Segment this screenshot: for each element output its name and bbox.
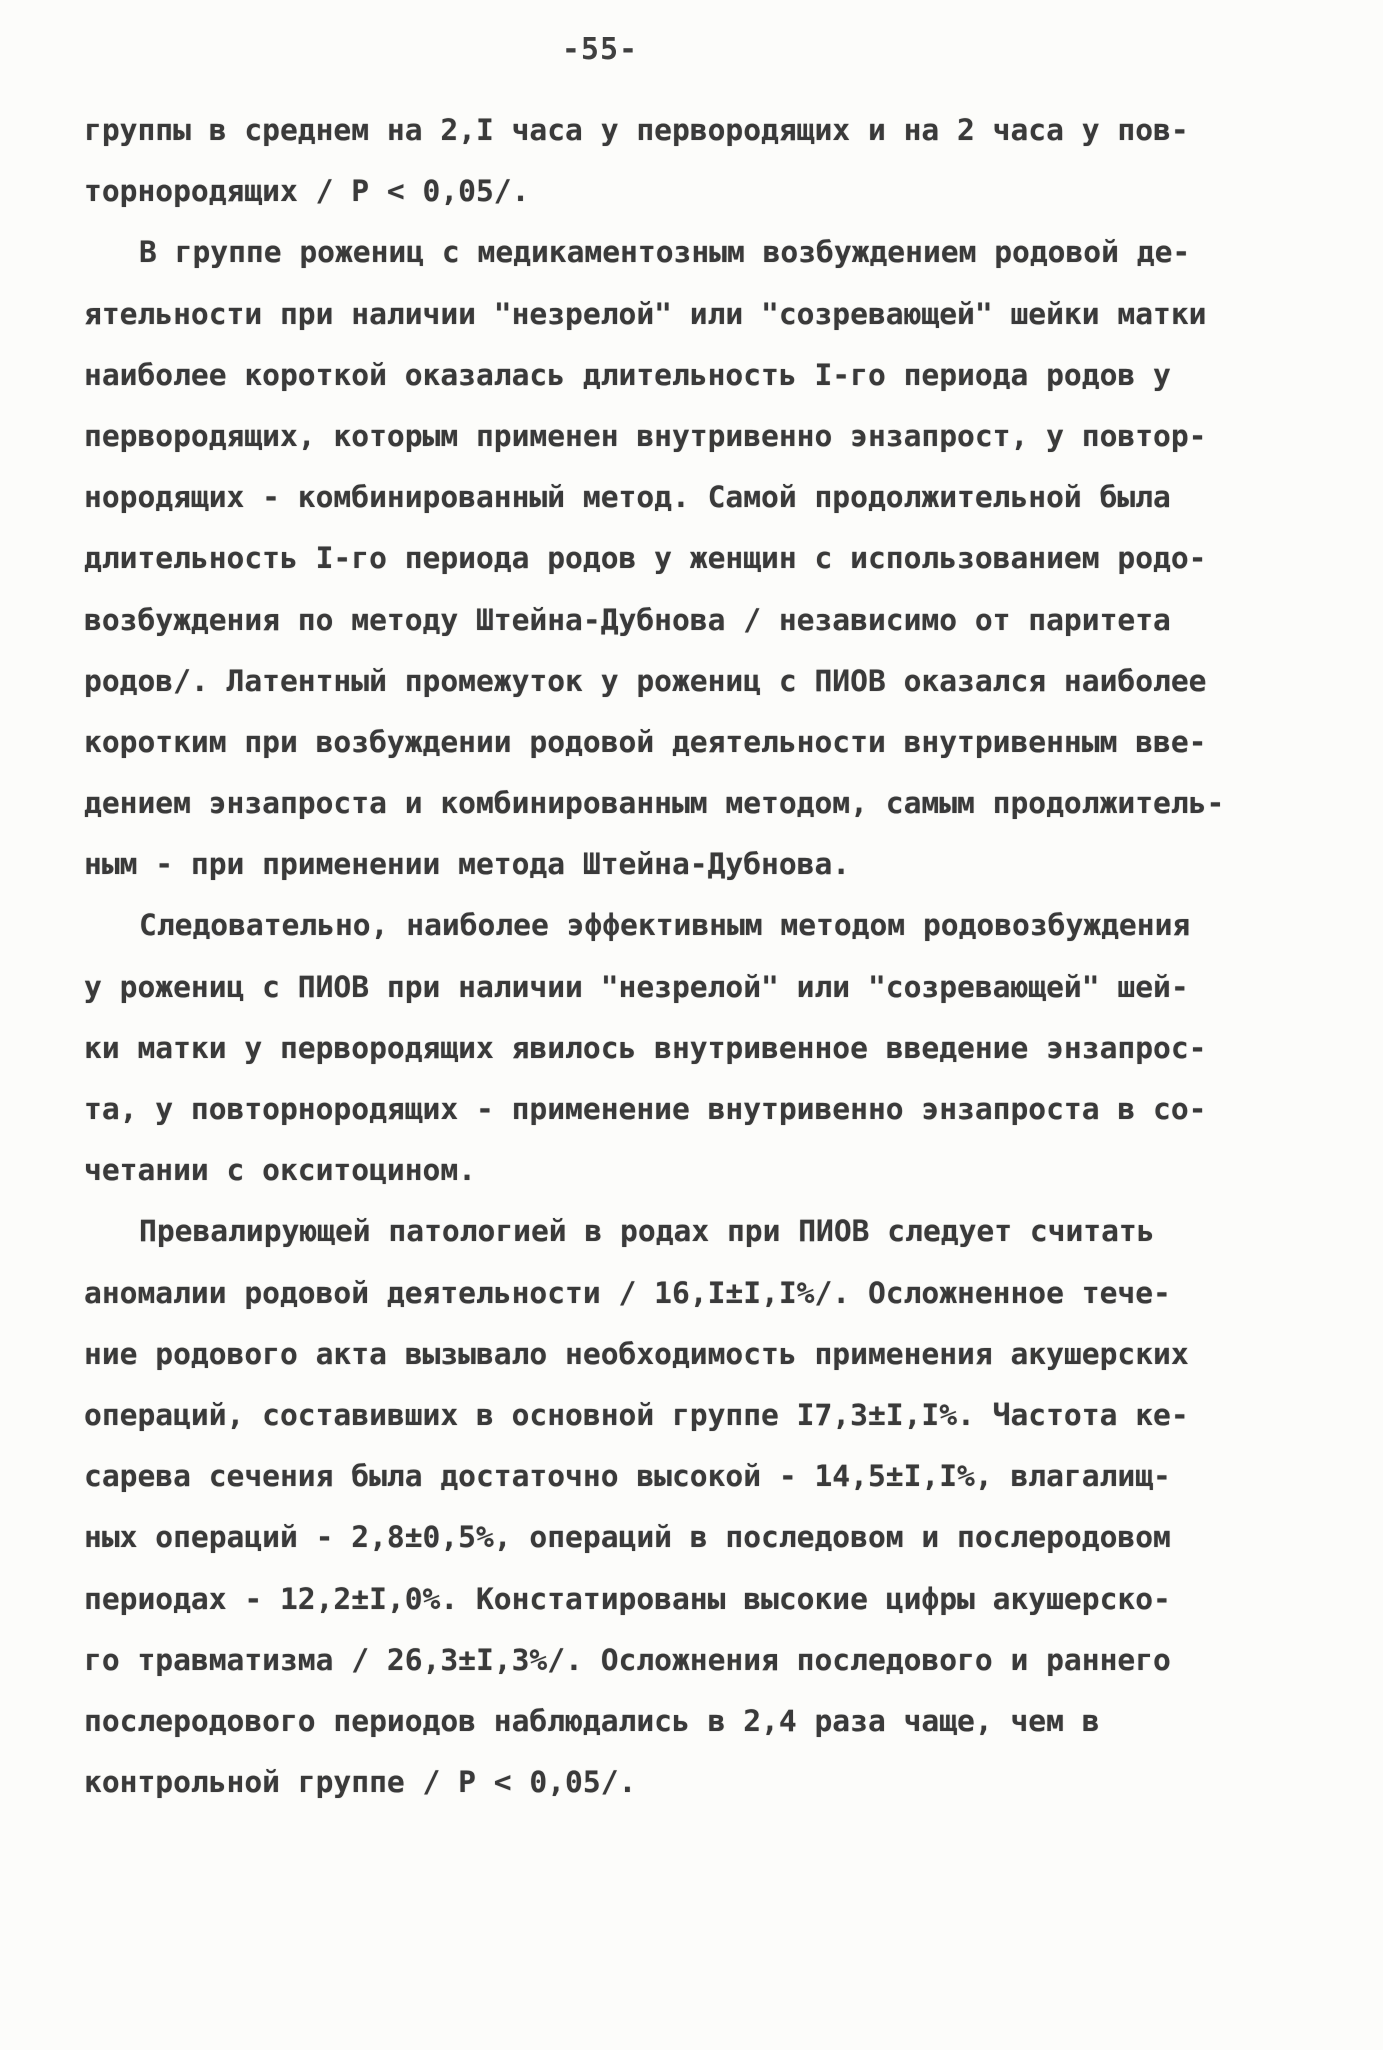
paragraph-4 bbox=[84, 1201, 1314, 1813]
text-line: ятельности при наличии "незрелой" или "созревающей" шейки матки bbox=[84, 296, 1207, 331]
text-line: нородящих - комбинированный метод. Самой продолжительной была bbox=[84, 480, 1171, 515]
text-line: первородящих, которым применен внутривенно энзапрост, у повтор- bbox=[84, 418, 1207, 453]
text-line: В группе рожениц с медикаментозным возбуждением родовой де- bbox=[139, 235, 1191, 270]
text-line: послеродового периодов наблюдались в 2,4 раза чаще, чем в bbox=[84, 1703, 1100, 1738]
text-line: родов/. Латентный промежуток у рожениц с ПИОВ оказался наиболее bbox=[84, 663, 1207, 698]
text-line: торнородящих / Р < 0,05/. bbox=[84, 174, 530, 209]
text-line: четании с окситоцином. bbox=[84, 1153, 476, 1188]
paragraph-1 bbox=[84, 100, 1314, 222]
text-line: ным - при применении метода Штейна-Дубнова. bbox=[84, 847, 851, 882]
page-number: -55- bbox=[561, 32, 639, 67]
text-line: ние родового акта вызывало необходимость применения акушерских bbox=[84, 1336, 1189, 1371]
text-line: наиболее короткой оказалась длительность I-го периода родов у bbox=[84, 357, 1171, 392]
text-line: сарева сечения была достаточно высокой - 14,5±I,I%, влагалищ- bbox=[84, 1459, 1171, 1494]
text-line: операций, составивших в основной группе I7,3±I,I%. Частота ке- bbox=[84, 1397, 1189, 1432]
text-line: ных операций - 2,8±0,5%, операций в последовом и послеродовом bbox=[84, 1520, 1171, 1555]
text-line: аномалии родовой деятельности / 16,I±I,I%/. Осложненное тече- bbox=[84, 1275, 1171, 1310]
text-line: Превалирующей патологией в родах при ПИОВ следует считать bbox=[139, 1214, 1155, 1249]
text-line: группы в среднем на 2,I часа у первородящих и на 2 часа у пов- bbox=[84, 113, 1189, 147]
text-line: контрольной группе / Р < 0,05/. bbox=[84, 1765, 637, 1800]
text-line: ки матки у первородящих явилось внутривенное введение энзапрос- bbox=[84, 1030, 1207, 1065]
text-line: длительность I-го периода родов у женщин с использованием родо- bbox=[84, 541, 1207, 576]
text-line: Следовательно, наиболее эффективным методом родовозбуждения bbox=[139, 908, 1191, 943]
body-text bbox=[84, 100, 1314, 1813]
text-line: дением энзапроста и комбинированным методом, самым продолжитель- bbox=[84, 786, 1225, 821]
text-line: у рожениц с ПИОВ при наличии "незрелой" или "созревающей" шей- bbox=[84, 969, 1189, 1004]
text-line: та, у повторнородящих - применение внутривенно энзапроста в со- bbox=[84, 1092, 1207, 1126]
paragraph-2 bbox=[84, 222, 1314, 895]
text-line: возбуждения по методу Штейна-Дубнова / независимо от паритета bbox=[84, 602, 1171, 637]
paragraph-3 bbox=[84, 895, 1314, 1201]
text-line: го травматизма / 26,3±I,3%/. Осложнения последового и раннего bbox=[84, 1642, 1171, 1677]
text-line: периодах - 12,2±I,0%. Констатированы высокие цифры акушерско- bbox=[84, 1581, 1171, 1616]
text-line: коротким при возбуждении родовой деятельности внутривенным вве- bbox=[84, 724, 1207, 759]
